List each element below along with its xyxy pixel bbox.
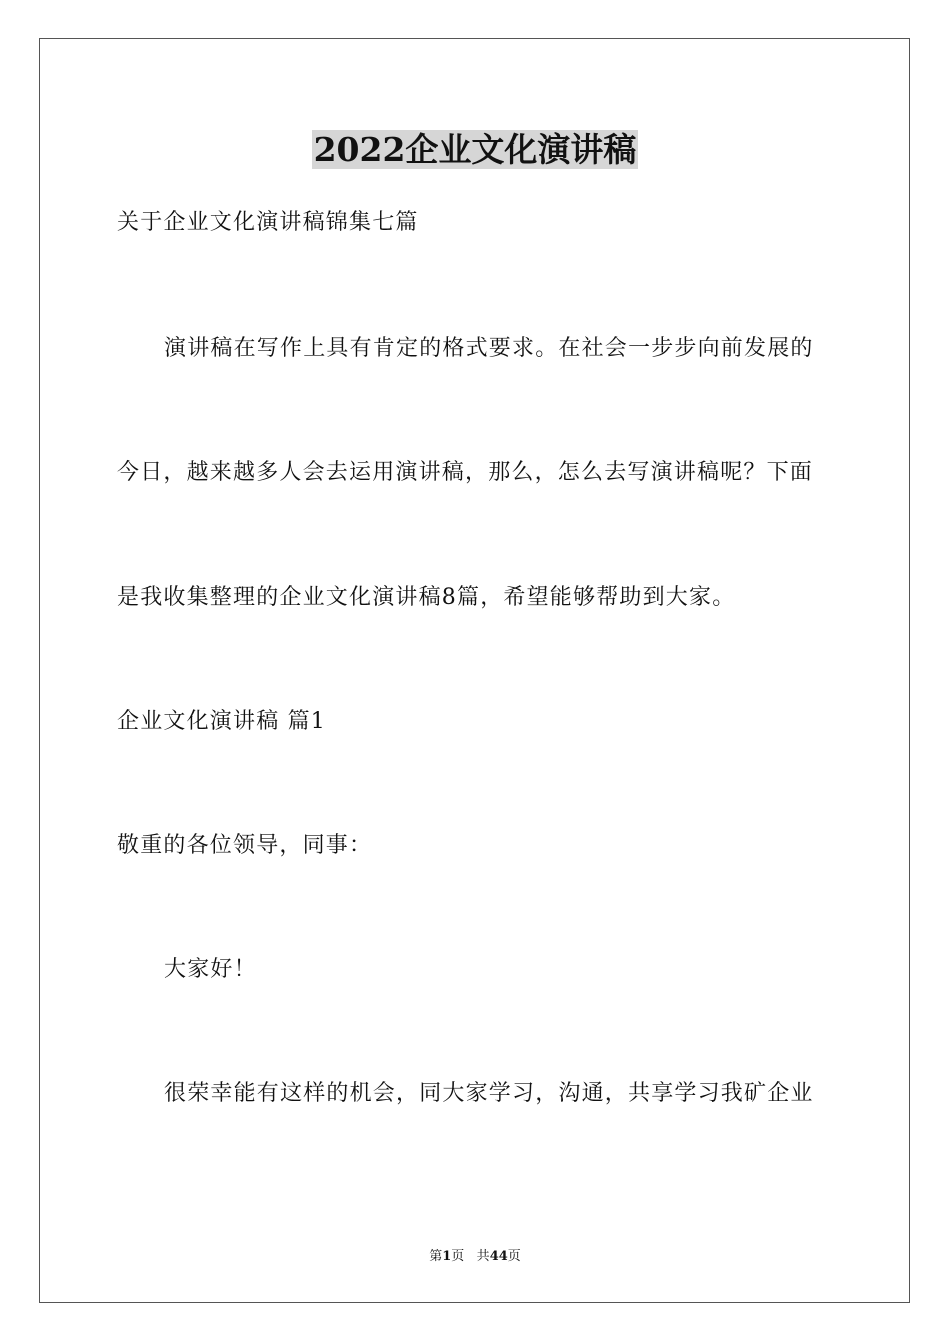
page-prefix: 第 [429,1249,443,1264]
document-title-text: 2022企业文化演讲稿 [313,130,637,169]
paragraph-line: 是我收集整理的企业文化演讲稿8篇，希望能够帮助到大家。 [117,585,736,610]
section-heading: 企业文化演讲稿 篇1 [117,709,326,734]
paragraph-line: 今日，越来越多人会去运用演讲稿，那么，怎么去写演讲稿呢？下面 [117,460,814,485]
salutation-line: 敬重的各位领导，同事： [117,833,373,858]
page-number: 1 [442,1249,452,1264]
paragraph-line: 演讲稿在写作上具有肯定的格式要求。在社会一步步向前发展的 [164,336,814,361]
page-footer [0,1248,950,1266]
total-prefix: 共 [476,1249,490,1264]
greeting-line: 大家好！ [164,957,257,982]
total-pages: 44 [489,1249,508,1264]
subtitle-line: 关于企业文化演讲稿锦集七篇 [117,210,419,235]
page-suffix: 页 [451,1249,465,1264]
total-suffix: 页 [507,1249,521,1264]
document-title [0,130,950,170]
paragraph-line: 很荣幸能有这样的机会，同大家学习，沟通，共享学习我矿企业 [164,1081,814,1106]
